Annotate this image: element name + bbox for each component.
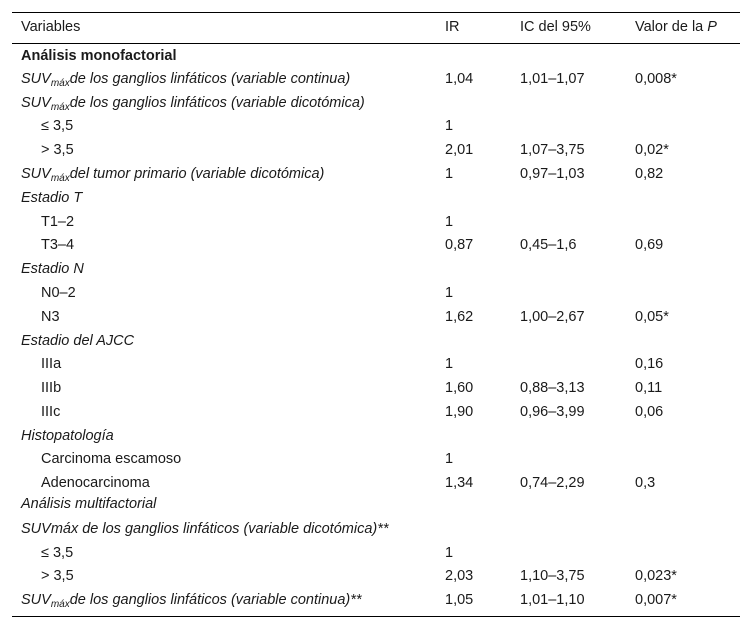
bottom-rule: [12, 616, 740, 617]
cell-ic: 1,01–1,07: [520, 71, 585, 87]
cell-p: 0,05*: [635, 309, 669, 325]
cell-p: 0,023*: [635, 568, 677, 584]
cell-ir: 1: [445, 214, 454, 230]
cell-ic: 0,45–1,6: [520, 237, 577, 253]
cell-p: 0,3: [635, 475, 656, 491]
row-label: T3–4: [41, 237, 75, 253]
table-row: [12, 565, 740, 588]
cell-ir: 1,62: [445, 309, 474, 325]
col-ic: IC del 95%: [520, 19, 591, 35]
row-label: Histopatología: [21, 428, 114, 444]
cell-p: 0,06: [635, 404, 664, 420]
cell-ic: 1,10–3,75: [520, 568, 585, 584]
row-label: ≤ 3,5: [41, 118, 74, 134]
table-row: [12, 306, 740, 329]
table-row: [12, 68, 740, 91]
table-row: [12, 163, 740, 186]
table-row: [12, 353, 740, 376]
row-label: N3: [41, 309, 60, 325]
table-row: [12, 448, 740, 471]
section-title: Análisis multifactorial: [21, 496, 157, 512]
cell-ir: 1: [445, 356, 454, 372]
table-row: [12, 401, 740, 424]
col-variables: Variables: [21, 19, 81, 35]
table-row: [12, 330, 740, 353]
row-label: $SUV_{máx}de$ los ganglios linfáticos (variable continua)**: [21, 592, 362, 610]
top-rule: [12, 12, 740, 13]
cell-ir: 1,90: [445, 404, 474, 420]
cell-ir: 0,87: [445, 237, 474, 253]
row-label: T1–2: [41, 214, 75, 230]
table-row: [12, 115, 740, 138]
row-label: $SUV_{máx}del$ tumor primario (variable dicotómica): [21, 166, 325, 184]
table-row: [12, 234, 740, 257]
table-row: [12, 139, 740, 162]
cell-ir: 1: [445, 166, 454, 182]
table-row: [12, 211, 740, 234]
col-ir: IR: [445, 19, 460, 35]
cell-p: 0,11: [635, 380, 663, 396]
row-label: IIIa: [41, 356, 62, 372]
row-label: $SUV_{máx}de$ los ganglios linfáticos (variable dicotómica): [21, 95, 365, 113]
table-row: [12, 92, 740, 115]
row-label: Estadio T: [21, 190, 83, 206]
table-row: [12, 377, 740, 400]
cell-ir: 1: [445, 545, 454, 561]
cell-ic: 1,01–1,10: [520, 592, 585, 608]
cell-p: 0,69: [635, 237, 664, 253]
cell-ic: 0,88–3,13: [520, 380, 585, 396]
row-label: Carcinoma escamoso: [41, 451, 182, 467]
cell-ic: 1,00–2,67: [520, 309, 585, 325]
section-multi: [12, 493, 740, 516]
table-row: [12, 518, 740, 541]
cell-p: 0,02*: [635, 142, 669, 158]
cell-ir: 1: [445, 118, 454, 134]
table-row: [12, 542, 740, 565]
row-label: > 3,5: [41, 142, 74, 158]
row-label: IIIb: [41, 380, 62, 396]
cell-ir: 1,34: [445, 475, 474, 491]
cell-ir: 1: [445, 285, 454, 301]
cell-ic: 1,07–3,75: [520, 142, 585, 158]
cell-ir: 2,03: [445, 568, 474, 584]
cell-ic: 0,96–3,99: [520, 404, 585, 420]
cell-ic: 0,97–1,03: [520, 166, 585, 182]
header-row: [12, 16, 740, 39]
row-label: ≤ 3,5: [41, 545, 74, 561]
cell-ic: 0,74–2,29: [520, 475, 585, 491]
row-label: > 3,5: [41, 568, 74, 584]
cell-ir: 1,04: [445, 71, 474, 87]
section-title: Análisis monofactorial: [21, 48, 177, 64]
section-mono: [12, 45, 740, 68]
row-label: N0–2: [41, 285, 76, 301]
cell-p: 0,007*: [635, 592, 677, 608]
col-p: Valor de la P: [635, 19, 717, 35]
cell-p: 0,82: [635, 166, 664, 182]
cell-ir: 2,01: [445, 142, 474, 158]
row-label: $SUV_{máx}de$ los ganglios linfáticos (variable continua): [21, 71, 351, 89]
cell-p: 0,008*: [635, 71, 677, 87]
table-row: [12, 187, 740, 210]
cell-p: 0,16: [635, 356, 664, 372]
table-row: [12, 589, 740, 612]
table-row: [12, 472, 740, 495]
row-label: Estadio N: [21, 261, 84, 277]
cell-ir: 1,05: [445, 592, 474, 608]
row-label: Estadio del AJCC: [21, 333, 135, 349]
table-row: [12, 282, 740, 305]
row-label: SUVmáx de los ganglios linfáticos (variable dicotómica)**: [21, 521, 389, 537]
table-row: [12, 258, 740, 281]
header-rule: [12, 43, 740, 44]
cell-ir: 1,60: [445, 380, 474, 396]
row-label: Adenocarcinoma: [41, 475, 150, 491]
row-label: IIIc: [41, 404, 61, 420]
table-row: [12, 425, 740, 448]
cell-ir: 1: [445, 451, 454, 467]
